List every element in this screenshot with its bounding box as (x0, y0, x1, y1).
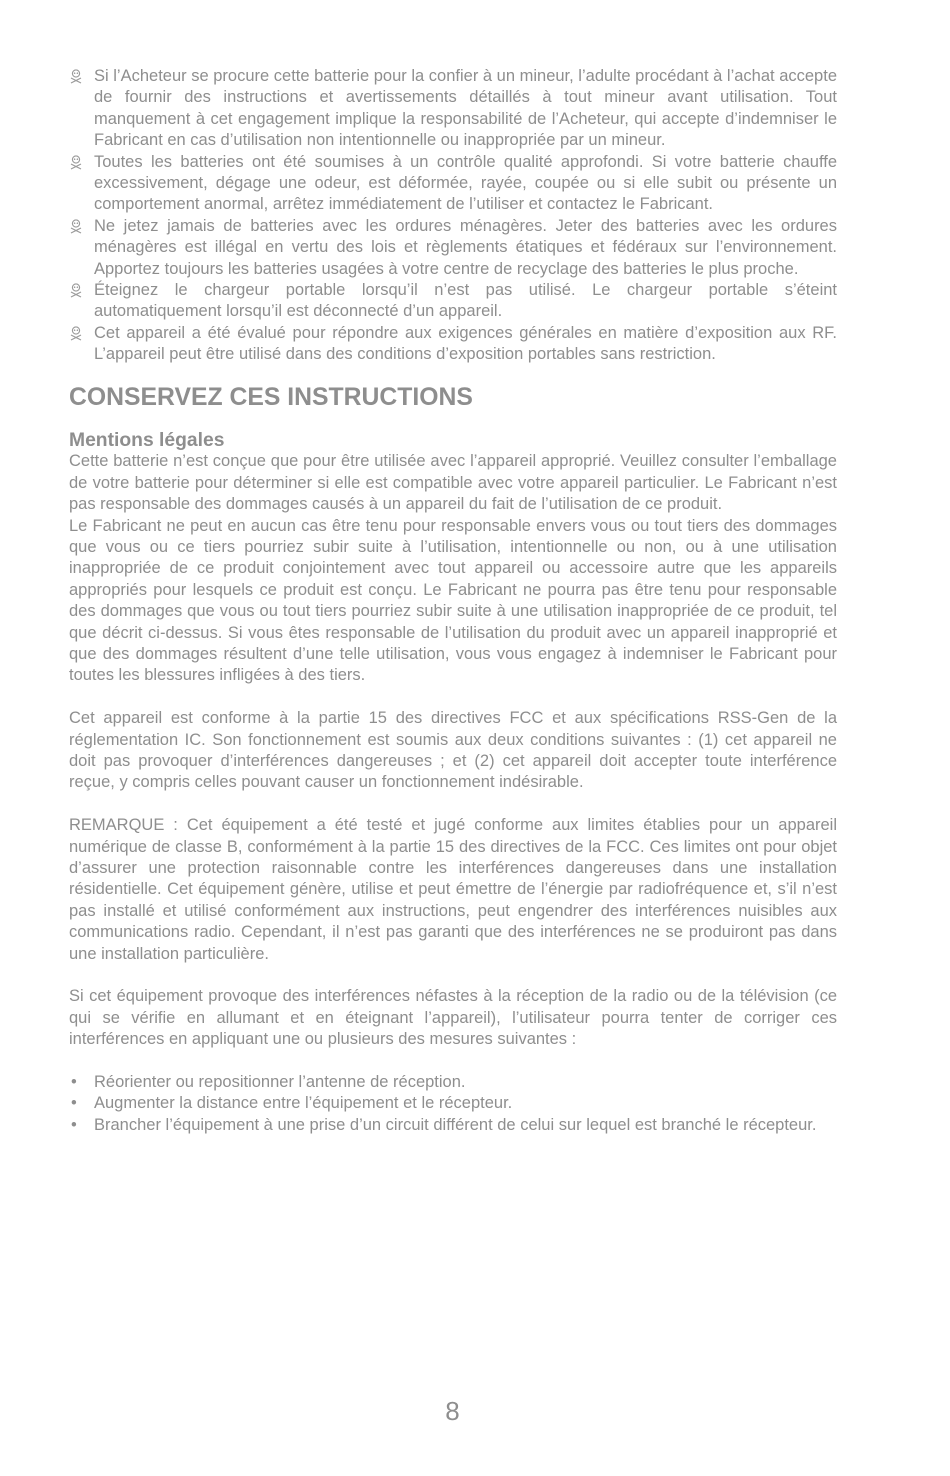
spacer (69, 965, 837, 986)
skull-icon (69, 326, 83, 341)
spacer (69, 794, 837, 815)
measure-text: Augmenter la distance entre l’équipement et le récepteur. (94, 1094, 513, 1113)
measure-item (69, 1093, 837, 1114)
skull-icon (69, 283, 83, 298)
spacer (69, 408, 837, 429)
measure-text: Brancher l’équipement à une prise d’un circuit différent de celui sur lequel est branché le récepteur. (94, 1115, 817, 1134)
skull-icon (69, 155, 83, 170)
save-instructions-heading: CONSERVEZ CES INSTRUCTIONS (69, 384, 473, 412)
spacer (69, 1051, 837, 1072)
warning-text: Cet appareil a été évalué pour répondre aux exigences générales en matière d’exposition aux RF. L’appareil peut être utilisé dans des conditions d’exposition portables sans restriction. (94, 323, 837, 364)
measure-text: Réorienter ou repositionner l’antenne de réception. (94, 1073, 466, 1091)
warning-item (69, 216, 837, 280)
warning-text: Éteignez le chargeur portable lorsqu’il n’est pas utilisé. Le chargeur portable s’éteint automatiquement lorsqu’il est déconnecté d’un appareil. (94, 281, 837, 321)
warning-item (69, 323, 837, 366)
remark-paragraph: REMARQUE : Cet équipement a été testé et jugé conforme aux limites établies pour un appareil numérique de classe B, conformément à la partie 15 des directives de la FCC. Ces limites ont pour objet d’assurer une protection raisonnable contre les interférences dangereuses dans une installation résidentielle. Cet équipement génère, utilise et peut émettre de l’énergie par radiofréquence et, s’il n’est pas installé et utilisé conformément aux instructions, peut engendrer des interférences nuisibles aux communications radio. Cependant, il n’est pas garanti que des interférences ne se produiront pas dans une installation particulière. (69, 816, 837, 963)
interference-paragraph: Si cet équipement provoque des interférences néfastes à la réception de la radio ou de la télévision (ce qui se vérifie en allumant et en éteignant l’appareil), l’utilisateur pourra tenter de corriger ces interférences en appliquant une ou plusieurs des mesures suivantes : (69, 987, 837, 1049)
bullet-marker: • (71, 1073, 77, 1091)
legal-heading: Mentions légales (69, 429, 225, 451)
bullet-marker: • (71, 1115, 77, 1134)
warning-item (69, 152, 837, 216)
warning-item (69, 280, 837, 323)
warning-list (69, 66, 837, 366)
legal-paragraph: Cette batterie n’est conçue que pour être utilisée avec l’appareil approprié. Veuillez consulter l’emballage de votre batterie pour déterminer si elle est compatible avec votre appareil particulier. Le Fabricant n’est pas responsable des dommages causés à un appareil du fait de l’utilisation de ce produit. (69, 452, 837, 514)
page-number: 8 (445, 1396, 460, 1426)
measure-item (69, 1072, 837, 1093)
measure-item (69, 1115, 837, 1136)
liability-paragraph: Le Fabricant ne peut en aucun cas être tenu pour responsable envers vous ou tout tiers des dommages que vous ou ce tiers pourriez subir suite à l’utilisation, intentionnelle ou non, ou à une utilisation inappropriée de ce produit conjointement avec tout appareil ou accessoire autre que les appareils appropriés pour lesquels ce produit est conçu. Le Fabricant ne pourra pas être tenu pour responsable des dommages que vous ou tout tiers pourriez subir suite à une utilisation inappropriée de ce produit, tel que décrit ci-dessus. Si vous êtes responsable de l’utilisation du produit avec un appareil inapproprié et que des dommages résultent d’une telle utilisation, vous vous engagez à indemniser le Fabricant pour toutes les blessures infligées à des tiers. (69, 516, 837, 685)
warning-text: Toutes les batteries ont été soumises à un contrôle qualité approfondi. Si votre batterie chauffe excessivement, dégage une odeur, est déformée, rayée, coupée ou si elle subit ou présente un comportement anormal, arrêtez immédiatement de l’utiliser et contactez le Fabricant. (94, 152, 837, 214)
warning-item (69, 66, 837, 152)
fcc-compliance-paragraph: Cet appareil est conforme à la partie 15 des directives FCC et aux spécifications RSS-Gen de la réglementation IC. Son fonctionnement est soumis aux deux conditions suivantes : (1) cet appareil ne doit pas provoquer d’interférences dangereuses ; et (2) cet appareil doit accepter toute interférence reçue, y compris celles pouvant causer un fonctionnement indésirable. (69, 709, 837, 792)
warning-text: Si l’Acheteur se procure cette batterie pour la confier à un mineur, l’adulte procédant à l’achat accepte de fournir des instructions et avertissements détaillés à tout mineur avant utilisation. Tout manquement à cet engagement implique la responsabilité de l’Acheteur, qui accepte d’indemniser le Fabricant en cas d’utilisation non intentionnelle ou inappropriée par un mineur. (94, 67, 837, 150)
measures-list (69, 1072, 837, 1136)
warning-text: Ne jetez jamais de batteries avec les ordures ménagères. Jeter des batteries avec les ordures ménagères est illégal en vertu des lois et règlements étatiques et fédéraux sur l’environnement. Apportez toujours les batteries usagées à votre centre de recyclage des batteries le plus proche. (94, 216, 837, 278)
bullet-marker: • (71, 1094, 77, 1113)
spacer (69, 687, 837, 708)
page-content (69, 66, 837, 1136)
skull-icon (69, 69, 83, 84)
skull-icon (69, 219, 83, 234)
